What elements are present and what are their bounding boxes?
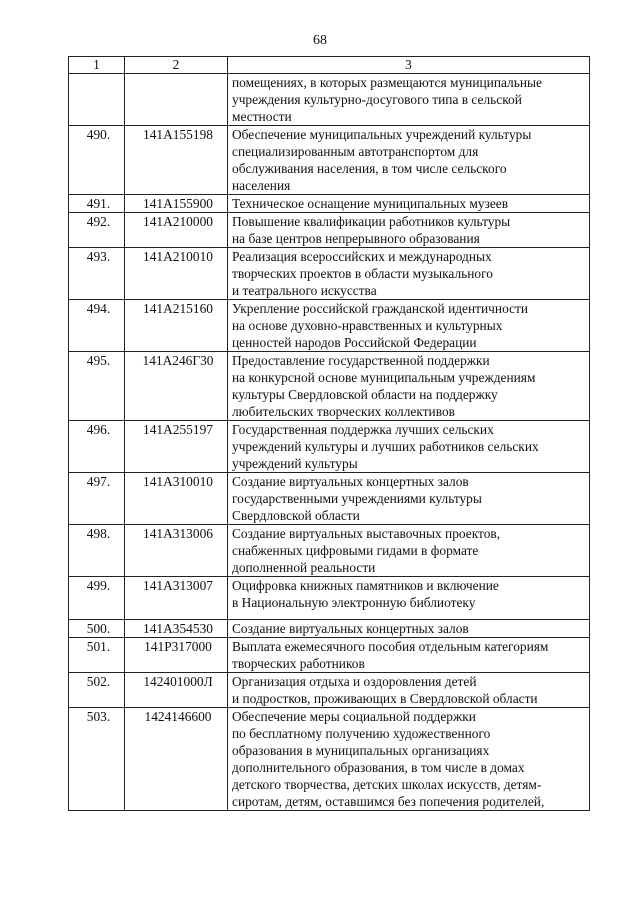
column-header-description: 3 [228,57,590,74]
row-code: 141A313006 [125,525,228,577]
row-number: 491. [69,195,125,213]
row-description: Предоставление государственной поддержки на конкурсной основе муниципальным учреждениям культуры Свердловской области на поддержку любительских творческих коллективов [228,352,590,421]
row-description: Обеспечение муниципальных учреждений культуры специализированным автотранспортом для обслуживания населения, в том числе сельского населения [228,126,590,195]
table-row [69,74,590,126]
row-code: 1424146600 [125,708,228,811]
row-code: 141P317000 [125,638,228,673]
table-row [69,248,590,300]
row-code: 141A155900 [125,195,228,213]
row-number: 500. [69,620,125,638]
column-header-code: 2 [125,57,228,74]
row-number: 501. [69,638,125,673]
table-row [69,126,590,195]
row-number: 499. [69,577,125,620]
row-code: 141A255197 [125,421,228,473]
row-code: 141A215160 [125,300,228,352]
row-code: 141A210000 [125,213,228,248]
row-code: 141A354530 [125,620,228,638]
row-number: 490. [69,126,125,195]
row-description: Повышение квалификации работников культуры на базе центров непрерывного образования [228,213,590,248]
table-row [69,213,590,248]
row-code: 141A155198 [125,126,228,195]
row-description: Обеспечение меры социальной поддержки по бесплатному получению художественного образования в муниципальных организациях дополнительного образования, в том числе в домах детского творчества, детских школах искусств, детям- сиротам, детям, оставшимся без попечения родителей, [228,708,590,811]
row-description: Выплата ежемесячного пособия отдельным категориям творческих работников [228,638,590,673]
row-code [125,74,228,126]
table-row [69,708,590,811]
row-description: Техническое оснащение муниципальных музеев [228,195,590,213]
table-row [69,525,590,577]
row-number: 495. [69,352,125,421]
row-description: Оцифровка книжных памятников и включение в Национальную электронную библиотеку [228,577,590,620]
row-description: Создание виртуальных концертных залов государственными учреждениями культуры Свердловской области [228,473,590,525]
row-number: 498. [69,525,125,577]
row-description: Укрепление российской гражданской идентичности на основе духовно-нравственных и культурных ценностей народов Российской Федерации [228,300,590,352]
row-number: 494. [69,300,125,352]
row-description: Создание виртуальных выставочных проектов, снабженных цифровыми гидами в формате дополненной реальности [228,525,590,577]
table-row [69,352,590,421]
table-row [69,421,590,473]
row-description: Организация отдыха и оздоровления детей и подростков, проживающих в Свердловской области [228,673,590,708]
row-number: 496. [69,421,125,473]
table-row [69,577,590,620]
table-row [69,195,590,213]
row-number: 502. [69,673,125,708]
row-number [69,74,125,126]
table-row [69,473,590,525]
table-header-row [69,57,590,74]
row-description: Государственная поддержка лучших сельских учреждений культуры и лучших работников сельских учреждений культуры [228,421,590,473]
row-description: Реализация всероссийских и международных творческих проектов в области музыкального и театрального искусства [228,248,590,300]
row-description: Создание виртуальных концертных залов [228,620,590,638]
row-number: 497. [69,473,125,525]
row-description: помещениях, в которых размещаются муниципальные учреждения культурно-досугового типа в сельской местности [228,74,590,126]
row-code: 142401000Л [125,673,228,708]
table-row [69,300,590,352]
table-body [69,74,590,811]
page-number: 68 [313,33,327,48]
row-code: 141A313007 [125,577,228,620]
row-number: 492. [69,213,125,248]
row-code: 141A246Г30 [125,352,228,421]
budget-table [68,56,590,811]
table-row [69,620,590,638]
column-header-number: 1 [69,57,125,74]
row-number: 493. [69,248,125,300]
row-code: 141A310010 [125,473,228,525]
table-row [69,638,590,673]
row-code: 141A210010 [125,248,228,300]
row-number: 503. [69,708,125,811]
table-row [69,673,590,708]
